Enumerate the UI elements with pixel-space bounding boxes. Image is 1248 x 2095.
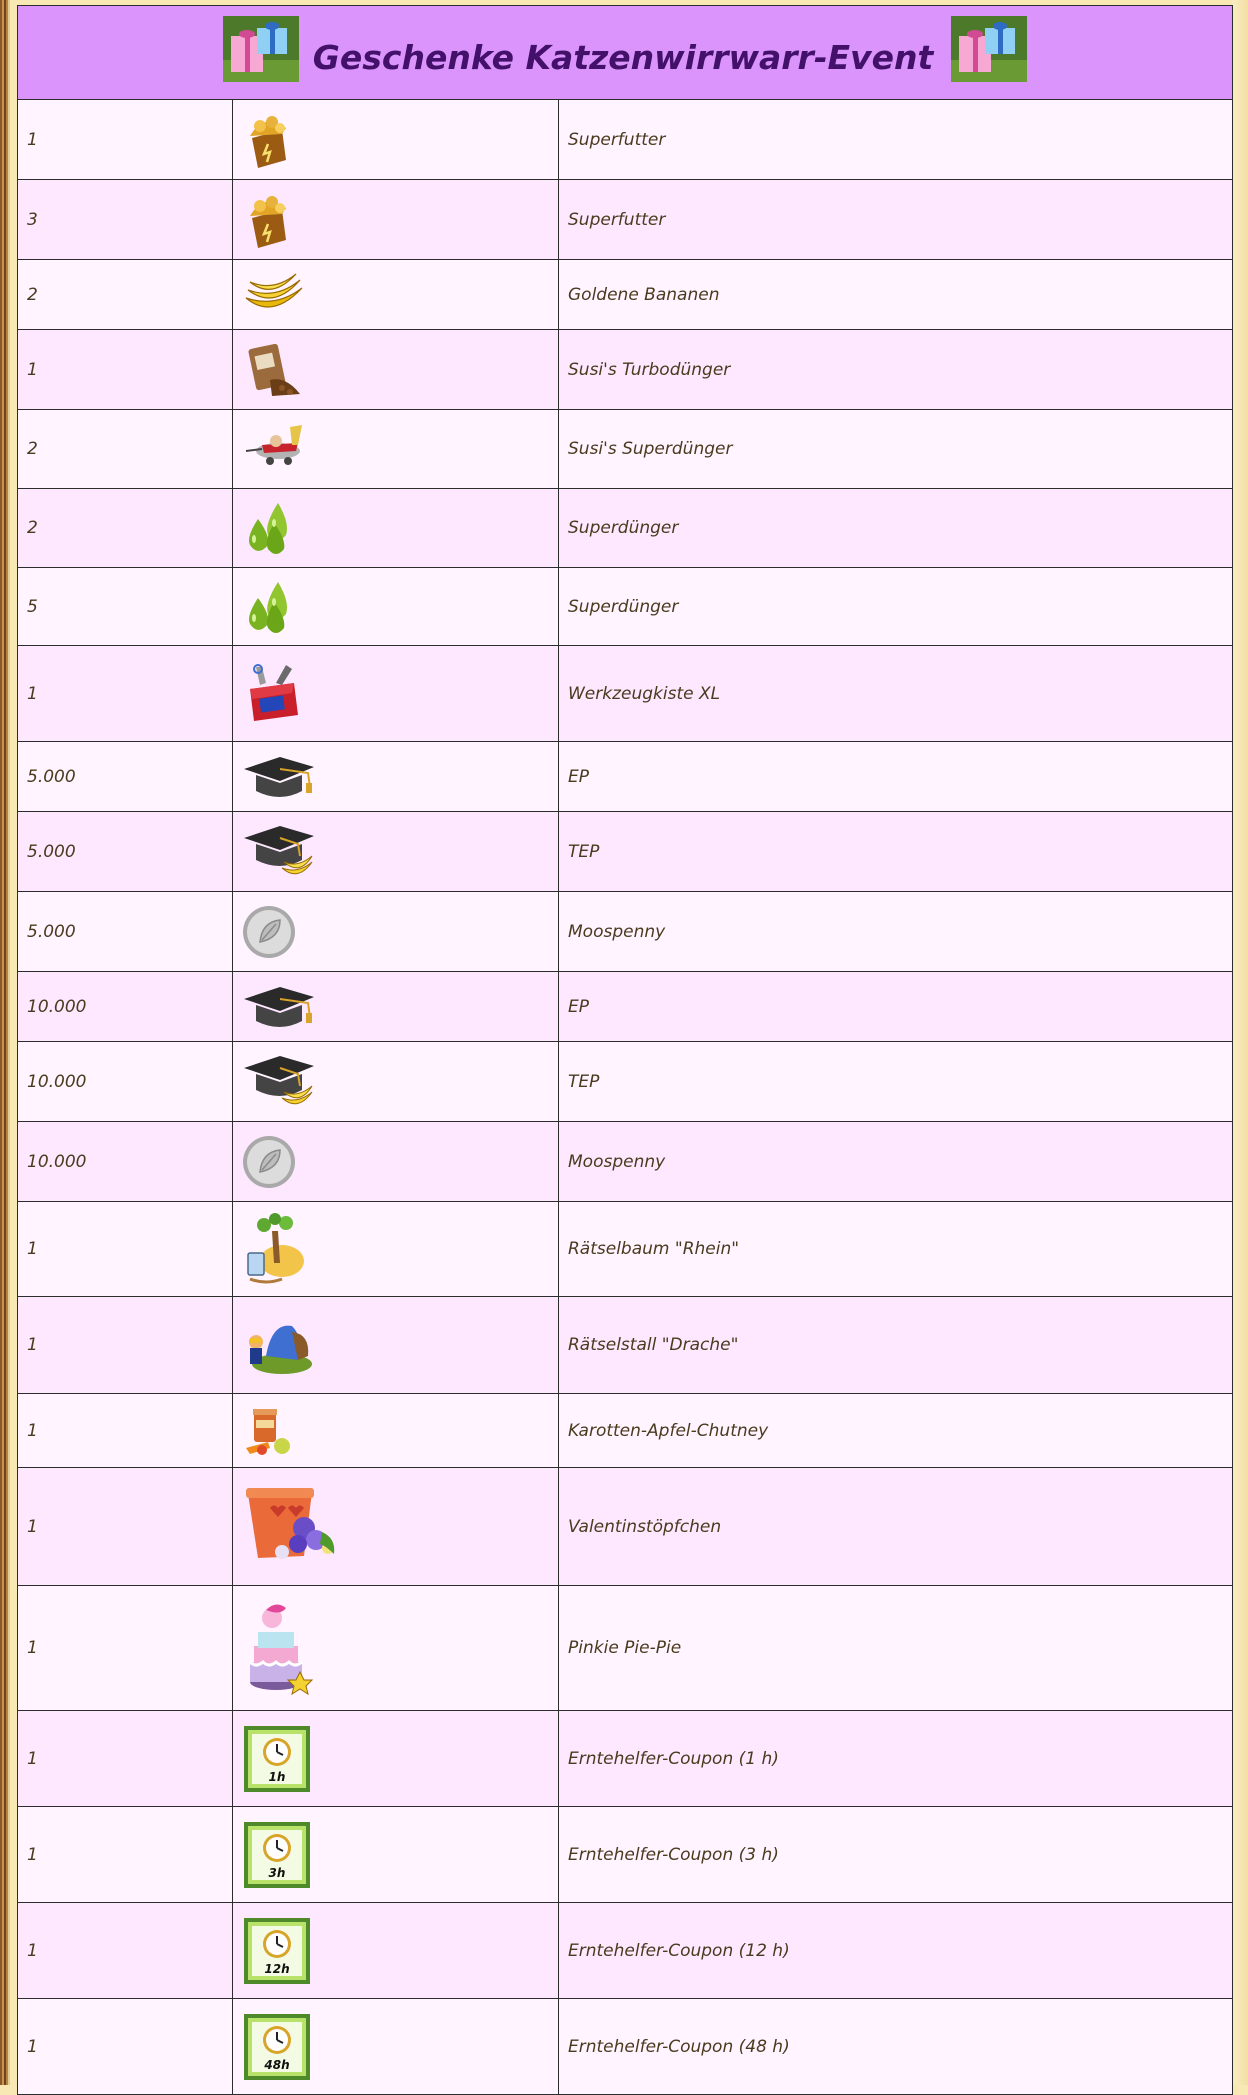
item-icon-cell bbox=[233, 330, 559, 410]
table-row bbox=[18, 410, 1233, 489]
quantity-cell: 5.000 bbox=[18, 812, 233, 892]
clock-coupon-icon bbox=[242, 1820, 312, 1890]
graduation-cap-icon bbox=[242, 983, 316, 1031]
green-drops-icon bbox=[242, 499, 298, 557]
table-row bbox=[18, 1711, 1233, 1807]
item-name-cell: EP bbox=[559, 742, 1233, 812]
graduation-cap-banana-icon bbox=[242, 1052, 316, 1112]
item-name-cell: Rätselbaum "Rhein" bbox=[559, 1202, 1233, 1297]
quantity-cell: 1 bbox=[18, 330, 233, 410]
item-name-cell: Rätselstall "Drache" bbox=[559, 1297, 1233, 1394]
table-row bbox=[18, 742, 1233, 812]
table-row bbox=[18, 1122, 1233, 1202]
cake-icon bbox=[242, 1600, 318, 1696]
table-header bbox=[18, 6, 1233, 100]
gifts-table bbox=[17, 5, 1233, 2095]
superfutter-icon bbox=[242, 110, 302, 170]
turbo-fertilizer-icon bbox=[242, 340, 306, 400]
item-icon-cell bbox=[233, 1711, 559, 1807]
quantity-cell: 5 bbox=[18, 568, 233, 646]
item-icon-cell bbox=[233, 1807, 559, 1903]
gift-box-icon bbox=[951, 16, 1027, 82]
item-icon-cell bbox=[233, 1394, 559, 1468]
item-name-cell: Erntehelfer-Coupon (12 h) bbox=[559, 1903, 1233, 1999]
table-row bbox=[18, 1202, 1233, 1297]
quantity-cell: 2 bbox=[18, 410, 233, 489]
quantity-cell: 10.000 bbox=[18, 1042, 233, 1122]
right-background-strip bbox=[1232, 0, 1248, 2085]
coupon-duration-label: 3h bbox=[268, 1865, 286, 1880]
quantity-cell: 1 bbox=[18, 1711, 233, 1807]
item-name-cell: EP bbox=[559, 972, 1233, 1042]
table-row bbox=[18, 489, 1233, 568]
item-icon-cell bbox=[233, 972, 559, 1042]
item-name-cell: Erntehelfer-Coupon (3 h) bbox=[559, 1807, 1233, 1903]
item-name-cell: Moospenny bbox=[559, 1122, 1233, 1202]
flower-pot-icon bbox=[242, 1482, 342, 1572]
item-name-cell: TEP bbox=[559, 812, 1233, 892]
coupon-duration-label: 12h bbox=[264, 1961, 290, 1976]
item-name-cell: Goldene Bananen bbox=[559, 260, 1233, 330]
item-name-cell: Moospenny bbox=[559, 892, 1233, 972]
item-icon-cell bbox=[233, 100, 559, 180]
puzzle-tree-icon bbox=[242, 1213, 308, 1285]
quantity-cell: 1 bbox=[18, 1903, 233, 1999]
clock-coupon-icon bbox=[242, 2012, 312, 2082]
item-name-cell: TEP bbox=[559, 1042, 1233, 1122]
left-border-decoration bbox=[0, 0, 10, 2085]
table-row bbox=[18, 568, 1233, 646]
silver-coin-icon bbox=[242, 904, 298, 960]
table-row bbox=[18, 646, 1233, 742]
item-icon-cell bbox=[233, 568, 559, 646]
gift-box-icon bbox=[223, 16, 299, 82]
item-name-cell: Karotten-Apfel-Chutney bbox=[559, 1394, 1233, 1468]
item-icon-cell bbox=[233, 812, 559, 892]
quantity-cell: 2 bbox=[18, 489, 233, 568]
item-icon-cell bbox=[233, 742, 559, 812]
table-row bbox=[18, 330, 1233, 410]
item-icon-cell bbox=[233, 489, 559, 568]
item-icon-cell bbox=[233, 892, 559, 972]
quantity-cell: 10.000 bbox=[18, 972, 233, 1042]
item-icon-cell bbox=[233, 1202, 559, 1297]
item-icon-cell bbox=[233, 1042, 559, 1122]
quantity-cell: 1 bbox=[18, 1999, 233, 2095]
puzzle-stable-icon bbox=[242, 1312, 314, 1378]
chutney-jar-icon bbox=[242, 1406, 298, 1456]
quantity-cell: 1 bbox=[18, 1202, 233, 1297]
quantity-cell: 10.000 bbox=[18, 1122, 233, 1202]
item-name-cell: Werkzeugkiste XL bbox=[559, 646, 1233, 742]
superfutter-icon bbox=[242, 190, 302, 250]
graduation-cap-banana-icon bbox=[242, 822, 316, 882]
item-name-cell: Superdünger bbox=[559, 568, 1233, 646]
item-icon-cell bbox=[233, 410, 559, 489]
silver-coin-icon bbox=[242, 1134, 298, 1190]
golden-bananas-icon bbox=[242, 270, 306, 320]
table-row bbox=[18, 1807, 1233, 1903]
item-name-cell: Erntehelfer-Coupon (1 h) bbox=[559, 1711, 1233, 1807]
quantity-cell: 1 bbox=[18, 1394, 233, 1468]
table-row bbox=[18, 892, 1233, 972]
quantity-cell: 1 bbox=[18, 100, 233, 180]
coupon-duration-label: 1h bbox=[268, 1769, 286, 1784]
item-name-cell: Susi's Superdünger bbox=[559, 410, 1233, 489]
super-fertilizer-plane-icon bbox=[242, 421, 318, 477]
item-icon-cell bbox=[233, 1903, 559, 1999]
item-icon-cell bbox=[233, 1468, 559, 1586]
quantity-cell: 5.000 bbox=[18, 892, 233, 972]
item-icon-cell bbox=[233, 180, 559, 260]
quantity-cell: 1 bbox=[18, 1807, 233, 1903]
table-row bbox=[18, 180, 1233, 260]
item-name-cell: Valentinstöpfchen bbox=[559, 1468, 1233, 1586]
table-row bbox=[18, 260, 1233, 330]
item-name-cell: Superfutter bbox=[559, 180, 1233, 260]
item-icon-cell bbox=[233, 1586, 559, 1711]
item-icon-cell bbox=[233, 1999, 559, 2095]
toolbox-icon bbox=[242, 663, 306, 725]
table-row bbox=[18, 1468, 1233, 1586]
table-row bbox=[18, 1297, 1233, 1394]
quantity-cell: 1 bbox=[18, 646, 233, 742]
coupon-duration-label: 48h bbox=[264, 2057, 290, 2072]
clock-coupon-icon bbox=[242, 1724, 312, 1794]
table-row bbox=[18, 812, 1233, 892]
clock-coupon-icon bbox=[242, 1916, 312, 1986]
table-row bbox=[18, 100, 1233, 180]
item-name-cell: Susi's Turbodünger bbox=[559, 330, 1233, 410]
quantity-cell: 2 bbox=[18, 260, 233, 330]
table-row bbox=[18, 972, 1233, 1042]
item-icon-cell bbox=[233, 646, 559, 742]
table-row bbox=[18, 1903, 1233, 1999]
item-name-cell: Pinkie Pie-Pie bbox=[559, 1586, 1233, 1711]
page-title: Geschenke Katzenwirrwarr-Event bbox=[312, 38, 934, 77]
quantity-cell: 1 bbox=[18, 1586, 233, 1711]
table-row bbox=[18, 1042, 1233, 1122]
table-row bbox=[18, 1999, 1233, 2095]
item-name-cell: Erntehelfer-Coupon (48 h) bbox=[559, 1999, 1233, 2095]
item-icon-cell bbox=[233, 1297, 559, 1394]
item-icon-cell bbox=[233, 1122, 559, 1202]
quantity-cell: 3 bbox=[18, 180, 233, 260]
graduation-cap-icon bbox=[242, 753, 316, 801]
item-name-cell: Superfutter bbox=[559, 100, 1233, 180]
quantity-cell: 1 bbox=[18, 1468, 233, 1586]
table-row bbox=[18, 1586, 1233, 1711]
green-drops-icon bbox=[242, 578, 298, 636]
quantity-cell: 5.000 bbox=[18, 742, 233, 812]
table-row bbox=[18, 1394, 1233, 1468]
item-name-cell: Superdünger bbox=[559, 489, 1233, 568]
quantity-cell: 1 bbox=[18, 1297, 233, 1394]
item-icon-cell bbox=[233, 260, 559, 330]
